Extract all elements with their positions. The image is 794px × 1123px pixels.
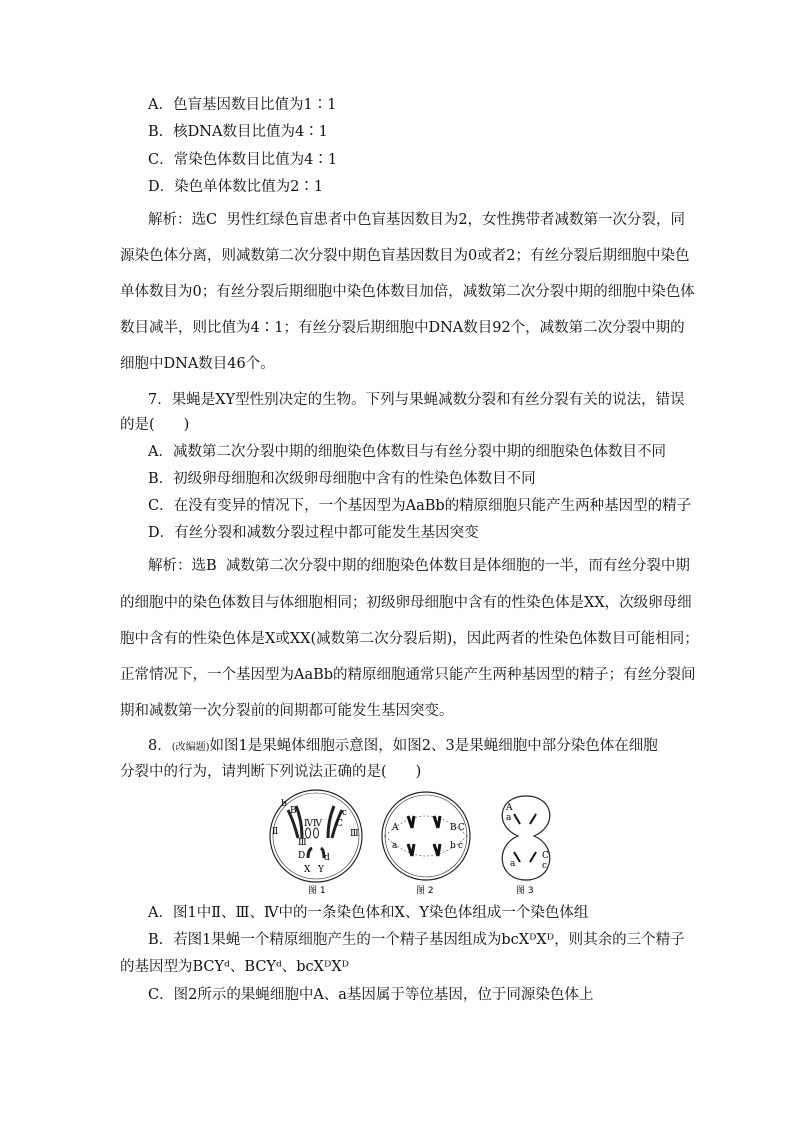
q7-explanation-line4: 正常情况下，一个基因型为AaBb的精原细胞通常只能产生两种基因型的精子；有丝分裂间 (120, 667, 696, 683)
q7-explanation-line3: 胞中含有的性染色体是X或XX(减数第二次分裂后期)，因此两者的性染色体数目可能相同； (120, 631, 699, 647)
fig3-label-A: A (506, 803, 513, 813)
fig1-label-B: B (290, 806, 297, 816)
fig2-label-B: B (450, 823, 457, 833)
fig1-label-Y: Y (318, 865, 324, 875)
fig3-label-c: c (542, 861, 548, 871)
q7-explanation-label: 解析：选B (148, 558, 217, 574)
figure3-cell (502, 796, 550, 896)
q6-option-c: C．常染色体数目比值为4∶1 (148, 152, 338, 168)
q7-option-b: B．初级卵母细胞和次级卵母细胞中含有的性染色体数目不同 (148, 471, 536, 487)
q8-stem-text1: 如图1是果蝇体细胞示意图，如图2、3是果蝇细胞中部分染色体在细胞 (209, 738, 658, 754)
fig1-label-II-right: Ⅲ (298, 838, 307, 848)
figure1-cell (270, 790, 362, 896)
fig3-label-a2: a (510, 859, 516, 869)
fig1-label-b: b (281, 799, 287, 809)
figure1-caption: 图 1 (308, 886, 326, 896)
q7-option-c: C．在没有变异的情况下，一个基因型为AaBb的精原细胞只能产生两种基因型的精子 (148, 498, 692, 514)
q8-figure (268, 788, 568, 898)
fig1-label-d: d (324, 853, 330, 863)
q7-explanation-text1: 减数第二次分裂中期的细胞染色体数目是体细胞的一半，而有丝分裂中期 (225, 558, 690, 574)
q6-explanation-line1 (148, 210, 685, 230)
figure2-cell (382, 792, 470, 896)
q8-number: 8． (148, 738, 172, 754)
fig1-label-D: D (298, 851, 306, 861)
q8-source-tag: (改编题) (171, 742, 210, 753)
q8-stem-line1 (148, 736, 658, 758)
q8-option-a: A．图1中Ⅱ、Ⅲ、Ⅳ中的一条染色体和X、Y染色体组成一个染色体组 (148, 905, 589, 921)
fig2-label-C: C (458, 823, 465, 833)
figure2-caption: 图 2 (416, 886, 434, 896)
fig3-label-a: a (506, 813, 512, 823)
fig1-label-IV: ⅣⅣ (304, 819, 322, 829)
q8-option-b-line1: B．若图1果蝇一个精原细胞产生的一个精子基因组成为bcXᴰXᴰ，则其余的三个精子 (148, 932, 685, 948)
q6-explanation-line5: 细胞中DNA数目46个。 (120, 356, 275, 372)
q7-explanation-line5: 期和减数第一次分裂前的间期都可能发生基因突变。 (120, 703, 454, 719)
fig2-label-b: b (450, 841, 456, 851)
fig1-label-X: X (304, 865, 311, 875)
q8-figure-svg (268, 788, 568, 898)
q8-stem-line2: 分裂中的行为，请判断下列说法正确的是( ) (120, 764, 422, 780)
q7-explanation-line2: 的细胞中的染色体数目与体细胞相同；初级卵母细胞中含有的性染色体是XX，次级卵母细 (120, 595, 692, 611)
fig1-label-C: C (336, 819, 343, 829)
q7-option-d: D．有丝分裂和减数分裂过程中都可能发生基因突变 (148, 525, 479, 541)
fig2-label-c: c (458, 841, 464, 851)
fig2-label-a: a (392, 841, 398, 851)
q6-explanation-line2: 源染色体分离，则减数第二次分裂中期色盲基因数目为0或者2；有丝分裂后期细胞中染色 (120, 248, 690, 264)
fig1-label-III: Ⅲ (350, 829, 359, 839)
fig3-label-C: C (542, 851, 549, 861)
q6-explanation-line4: 数目减半，则比值为4∶1；有丝分裂后期细胞中DNA数目92个，减数第二次分裂中期的 (120, 320, 685, 336)
q6-explanation-label: 解析：选C (148, 212, 218, 228)
q7-option-a: A．减数第二次分裂中期的细胞染色体数目与有丝分裂中期的细胞染色体数目不同 (148, 444, 666, 460)
q6-option-a: A．色盲基因数目比值为1∶1 (148, 97, 337, 113)
q6-explanation-text1: 男性红绿色盲患者中色盲基因数目为2，女性携带者减数第一次分裂，同 (226, 212, 686, 228)
fig1-label-II-left: Ⅱ (272, 827, 279, 837)
q7-stem-line1: 7．果蝇是XY型性别决定的生物。下列与果蝇减数分裂和有丝分裂有关的说法，错误 (148, 392, 685, 408)
fig2-label-A: A (392, 823, 399, 833)
q7-explanation-line1 (148, 556, 690, 576)
figure3-caption: 图 3 (516, 886, 534, 896)
fig1-label-c: c (342, 808, 348, 818)
q6-option-d: D．染色单体数比值为2∶1 (148, 179, 324, 195)
q6-explanation-line3: 单体数目为0；有丝分裂后期细胞中染色体数目加倍，减数第二次分裂中期的细胞中染色体 (120, 284, 695, 300)
q8-option-c: C．图2所示的果蝇细胞中A、a基因属于等位基因，位于同源染色体上 (148, 987, 594, 1003)
q8-option-b-line2: 的基因型为BCYᵈ、BCYᵈ、bcXᴰXᴰ (120, 959, 349, 975)
q6-option-b: B．核DNA数目比值为4∶1 (148, 124, 328, 140)
q7-stem-line2: 的是( ) (120, 417, 190, 433)
